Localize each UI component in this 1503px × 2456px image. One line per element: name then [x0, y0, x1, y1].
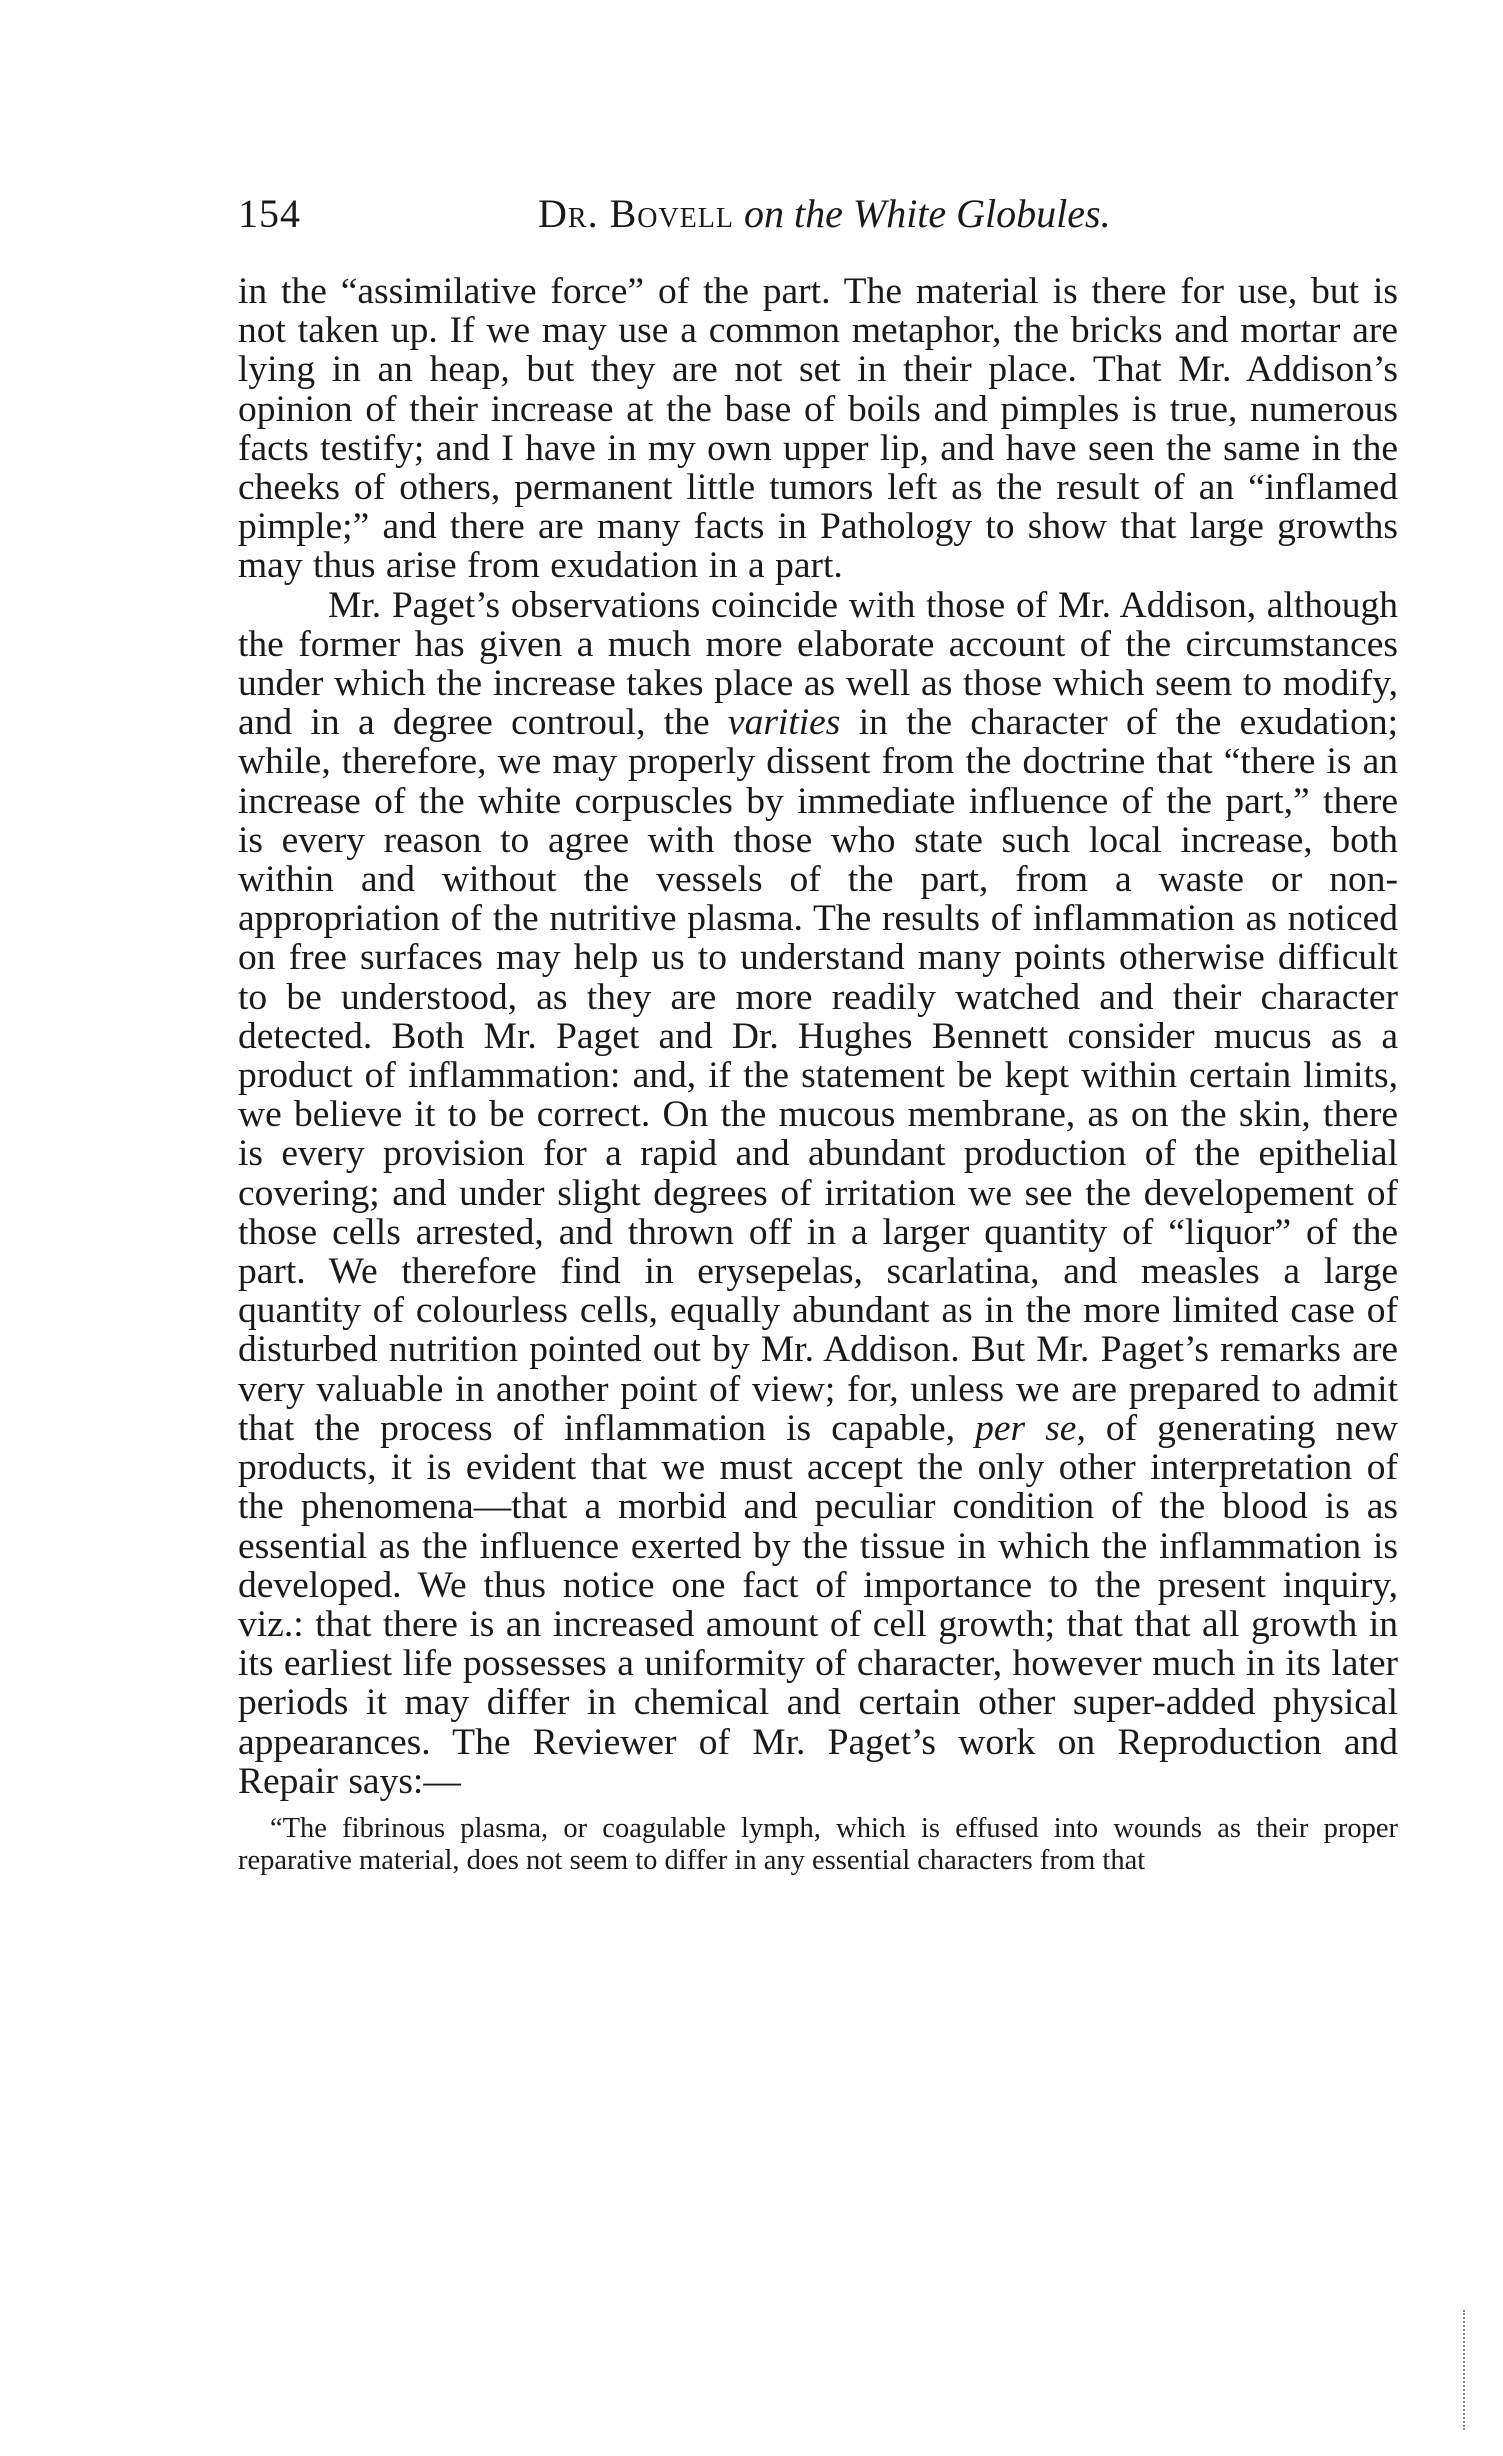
paragraph-2-part-2: in the character of the exudation; while, therefore, we may properly dissent from the doctrine that “there is an increase of the white corpuscles by immediate influence of the part,” there is every reason to agree with those who state such local increase, both within and without the vessels of the part, from a waste or non-appropriation of the nutritive plasma. The results of inflammation as noticed on free surfaces may help us to understand many points otherwise difficult to be understood, as they are more readily watched and their character detected. Both Mr. Paget and Dr. Hughes Bennett consider mucus as a product of inflammation: and, if the statement be kept within certain limits, we believe it to be correct. On the mucous membrane, as on the skin, there is every provision for a rapid and abundant production of the epithelial covering; and under slight degrees of irritation we see the developement of those cells arrested, and thrown off in a larger quantity of “liquor” of the part. We therefore find in erysepelas, scarlatina, and measles a large quantity of colourless cells, equally abundant as in the more limited case of disturbed nutrition pointed out by Mr. Addison. But Mr. Paget’s remarks are very valuable in another point of view; for, unless we are prepared to admit that the process of inflammation is capable, — [238, 702, 1398, 1449]
running-author: Dr. Bovell — [538, 191, 734, 236]
paragraph-2-italic-2: per se — [975, 1407, 1077, 1449]
running-title — [538, 190, 1111, 237]
margin-mark — [1463, 2310, 1467, 2430]
page — [238, 190, 1398, 1877]
paragraph-2-italic-1: varities — [727, 702, 841, 744]
block-quote — [238, 1813, 1398, 1877]
body-text — [238, 272, 1398, 1801]
quote-text: “The fibrinous plasma, or coagulable lymph, which is effused into wounds as their proper reparative material, does not seem to differ in any essential characters from that — [238, 1812, 1398, 1876]
page-number: 154 — [238, 191, 301, 236]
running-header — [238, 190, 1398, 254]
paragraph-2-part-1: Mr. Paget’s observations coincide with those of Mr. Addison, although the former has given a much more elaborate account of the circumstances under which the increase takes place as well as those which seem to modify, and in a degree controul, the — [238, 584, 1398, 744]
paragraph-2-part-3: , of generating new products, it is evident that we must accept the only other interpretation of the phenomena—that a morbid and peculiar condition of the blood is as essential as the influence exerted by the tissue in which the inflammation is developed. We thus notice one fact of importance to the present inquiry, viz.: that there is an increased amount of cell growth; that that all growth in its earliest life possesses a uniformity of character, however much in its later periods it may differ in chemical and certain other super-added physical appearances. The Reviewer of Mr. Paget’s work on Reproduction and Repair says:— — [238, 1407, 1398, 1802]
running-title-text: on the White Globules. — [744, 191, 1111, 236]
paragraph-2 — [238, 586, 1398, 1801]
paragraph-1: in the “assimilative force” of the part. The material is there for use, but is not taken up. If we may use a common metaphor, the bricks and mortar are lying in an heap, but they are not set in their place. That Mr. Addison’s opinion of their increase at the base of boils and pimples is true, numerous facts testify; and I have in my own upper lip, and have seen the same in the cheeks of others, permanent little tumors left as the result of an “inflamed pimple;” and there are many facts in Pathology to show that large growths may thus arise from exudation in a part. — [238, 271, 1398, 587]
